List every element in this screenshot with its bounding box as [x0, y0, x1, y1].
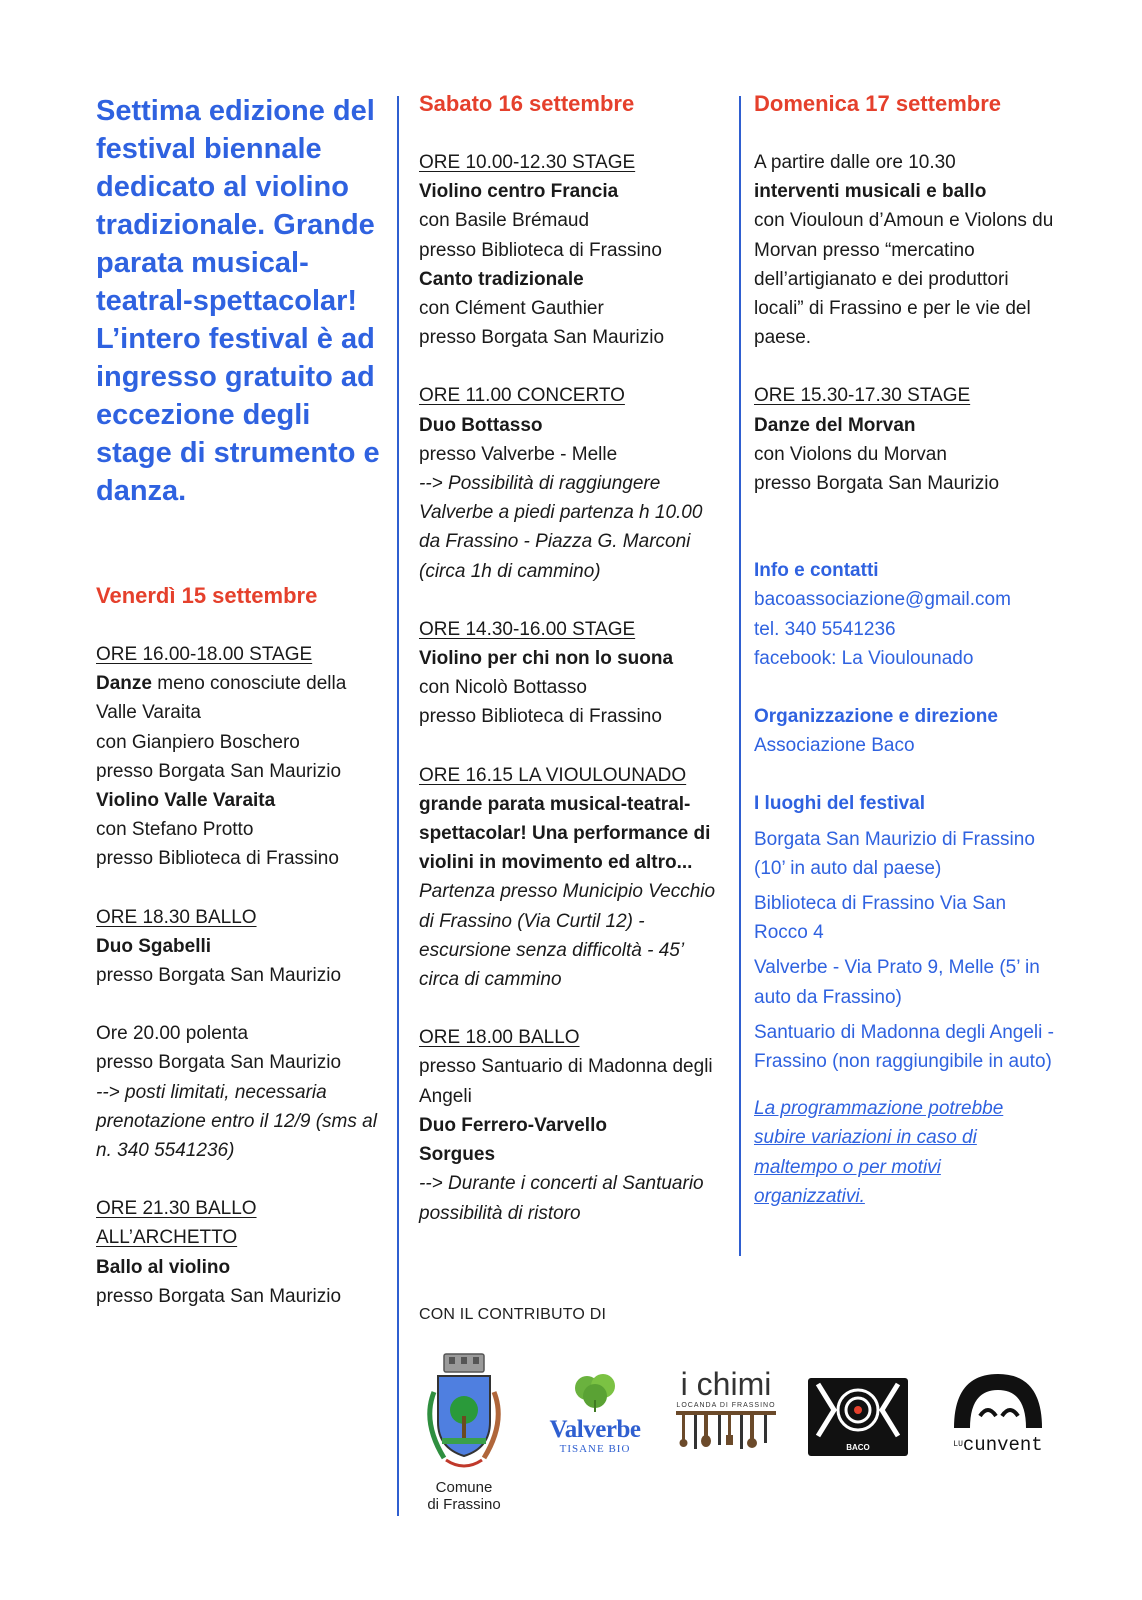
saturday-event5-title2: Sorgues — [419, 1144, 496, 1166]
places-title: I luoghi del festival — [754, 793, 926, 815]
saturday-event5-title: Duo Ferrero-Varvello — [419, 1114, 607, 1136]
saturday-event4-time: ORE 16.15 LA VIOULOUNADO — [419, 764, 687, 786]
saturday-event5-note: --> Durante i concerti al Santuario possibilità di ristoro — [419, 1173, 704, 1224]
friday-event3-title: Ore 20.00 polenta — [96, 1023, 249, 1045]
comune-label2: di Frassino — [427, 1496, 501, 1513]
friday-event2-title: Duo Sgabelli — [96, 935, 212, 957]
ichimi-name: i chimi — [680, 1366, 772, 1402]
ichimi-sub: LOCANDA DI FRASSINO — [676, 1402, 776, 1409]
saturday-event3-title: Violino per chi non lo suona — [419, 648, 674, 670]
valverbe-logo — [536, 1372, 654, 1462]
saturday-event5-time: ORE 18.00 BALLO — [419, 1027, 580, 1049]
friday-section — [96, 582, 381, 1311]
friday-title: Venerdì 15 settembre — [96, 583, 318, 608]
sunday-event1-title: interventi musicali e ballo — [754, 181, 987, 203]
disclaimer-link[interactable]: La programmazione potrebbe subire variazioni in caso di maltempo o per motivi organizzativi. — [754, 1098, 1004, 1207]
saturday-event4-title: grande parata musical-teatral-spettacolar! Una performance di violini in movimento ed altro... — [419, 793, 711, 874]
friday-event1-desc: Danze meno conosciute della Valle Varaita — [96, 673, 347, 724]
sunday-event2-place: presso Borgata San Maurizio — [754, 473, 1000, 495]
saturday-event5-place: presso Santuario di Madonna degli Angeli — [419, 1056, 713, 1107]
sunday-title: Domenica 17 settembre — [754, 91, 1001, 116]
org-title: Organizzazione e direzione — [754, 706, 998, 728]
valverbe-sub: TISANE BIO — [559, 1443, 631, 1455]
saturday-event3-place: presso Biblioteca di Frassino — [419, 706, 662, 728]
kitchen-tools-icon — [676, 1409, 776, 1455]
saturday-event1-title: Violino centro Francia — [419, 181, 619, 203]
saturday-title: Sabato 16 settembre — [419, 91, 635, 116]
friday-event4-time-cont: ALL’ARCHETTO — [96, 1227, 238, 1249]
saturday-event4-note: Partenza presso Municipio Vecchio di Frassino (Via Curtil 12) - escursione senza difficoltà - 45’ circa di cammino — [419, 881, 716, 991]
friday-event3-note: --> posti limitati, necessaria prenotazione entro il 12/9 (sms al n. 340 5541236) — [96, 1081, 377, 1162]
comune-logo — [416, 1352, 512, 1512]
cunvent-name: LUcunvent — [953, 1434, 1043, 1457]
saturday-event1-place2: presso Borgata San Maurizio — [419, 327, 665, 349]
friday-event1-place: presso Borgata San Maurizio — [96, 760, 342, 782]
sunday-event2-time: ORE 15.30-17.30 STAGE — [754, 385, 971, 407]
saturday-event2-time: ORE 11.00 CONCERTO — [419, 385, 625, 407]
friday-event1-place2: presso Biblioteca di Frassino — [96, 848, 339, 870]
place-item-1: Borgata San Maurizio di Frassino (10’ in auto dal paese) — [754, 828, 1035, 879]
info-email-link[interactable]: bacoassociazione@gmail.com — [754, 589, 1011, 611]
saturday-event1-time: ORE 10.00-12.30 STAGE — [419, 152, 636, 173]
friday-event3-place: presso Borgata San Maurizio — [96, 1052, 342, 1074]
friday-event1-title2: Violino Valle Varaita — [96, 790, 276, 812]
friday-event1-teacher2: con Stefano Protto — [96, 819, 254, 841]
friday-event4-time: ORE 21.30 BALLO — [96, 1198, 257, 1220]
saturday-event2-note: --> Possibilità di raggiungere Valverbe a piedi partenza h 10.00 da Frassino - Piazza G. Marconi (circa 1h di cammino) — [419, 473, 703, 582]
friday-event1-teacher: con Gianpiero Boschero — [96, 731, 300, 753]
sunday-event1-time: A partire dalle ore 10.30 — [754, 152, 956, 173]
saturday-event2-place: presso Valverbe - Melle — [419, 443, 618, 465]
friday-event4-place: presso Borgata San Maurizio — [96, 1285, 342, 1307]
column-divider-right — [739, 96, 741, 1256]
info-title: Info e contatti — [754, 560, 879, 582]
place-item-3: Valverbe - Via Prato 9, Melle (5’ in auto da Frassino) — [754, 957, 1040, 1008]
info-phone[interactable]: tel. 340 5541236 — [754, 618, 896, 640]
column-divider-left — [397, 96, 399, 1516]
column-intro-friday — [96, 90, 381, 1311]
spiral-icon — [808, 1378, 908, 1442]
saturday-event1-teacher2: con Clément Gauthier — [419, 298, 604, 320]
clover-icon — [565, 1372, 625, 1412]
friday-event2-place: presso Borgata San Maurizio — [96, 965, 342, 987]
friday-event2-time: ORE 18.30 BALLO — [96, 906, 257, 928]
arch-icon — [948, 1368, 1048, 1430]
saturday-event3-teacher: con Nicolò Bottasso — [419, 677, 587, 699]
baco-name: BACO — [846, 1443, 870, 1452]
place-item-4: Santuario di Madonna degli Angeli - Frassino (non raggiungibile in auto) — [754, 1021, 1054, 1073]
intro-heading: Settima edizione del festival biennale dedicato al violino tradizionale. Grande parata musical-teatral-spettacolar! L’intero festival è ad ingresso gratuito ad eccezione degli stage di strumento e danza. — [96, 95, 380, 507]
saturday-event3-time: ORE 14.30-16.00 STAGE — [419, 618, 636, 640]
info-facebook-link[interactable]: facebook: La Vioulounado — [754, 647, 974, 669]
friday-event4-title: Ballo al violino — [96, 1256, 231, 1278]
baco-logo — [808, 1378, 908, 1456]
column-saturday — [419, 90, 719, 1228]
saturday-event1-place: presso Biblioteca di Frassino — [419, 239, 662, 261]
org-name: Associazione Baco — [754, 735, 915, 757]
sunday-event2-title: Danze del Morvan — [754, 414, 916, 436]
friday-event1-time: ORE 16.00-18.00 STAGE — [96, 644, 313, 665]
saturday-event1-title2: Canto tradizionale — [419, 268, 584, 290]
contributors-label: CON IL CONTRIBUTO DI — [419, 1306, 607, 1323]
crest-icon — [416, 1352, 512, 1474]
valverbe-name: Valverbe — [549, 1416, 641, 1443]
cunvent-logo — [948, 1368, 1048, 1456]
sunday-event2-teacher: con Violons du Morvan — [754, 443, 947, 465]
column-sunday-info — [754, 90, 1054, 1211]
comune-label1: Comune — [435, 1479, 493, 1496]
ichimi-logo — [676, 1368, 776, 1464]
sunday-event1-desc: con Viouloun d’Amoun e Violons du Morvan presso “mercatino dell’artigianato e dei produttori locali” di Frassino e per le vie del paese. — [754, 210, 1054, 349]
saturday-event1-teacher: con Basile Brémaud — [419, 210, 590, 232]
place-item-2: Biblioteca di Frassino Via San Rocco 4 — [754, 893, 1007, 944]
saturday-event2-title: Duo Bottasso — [419, 414, 543, 436]
